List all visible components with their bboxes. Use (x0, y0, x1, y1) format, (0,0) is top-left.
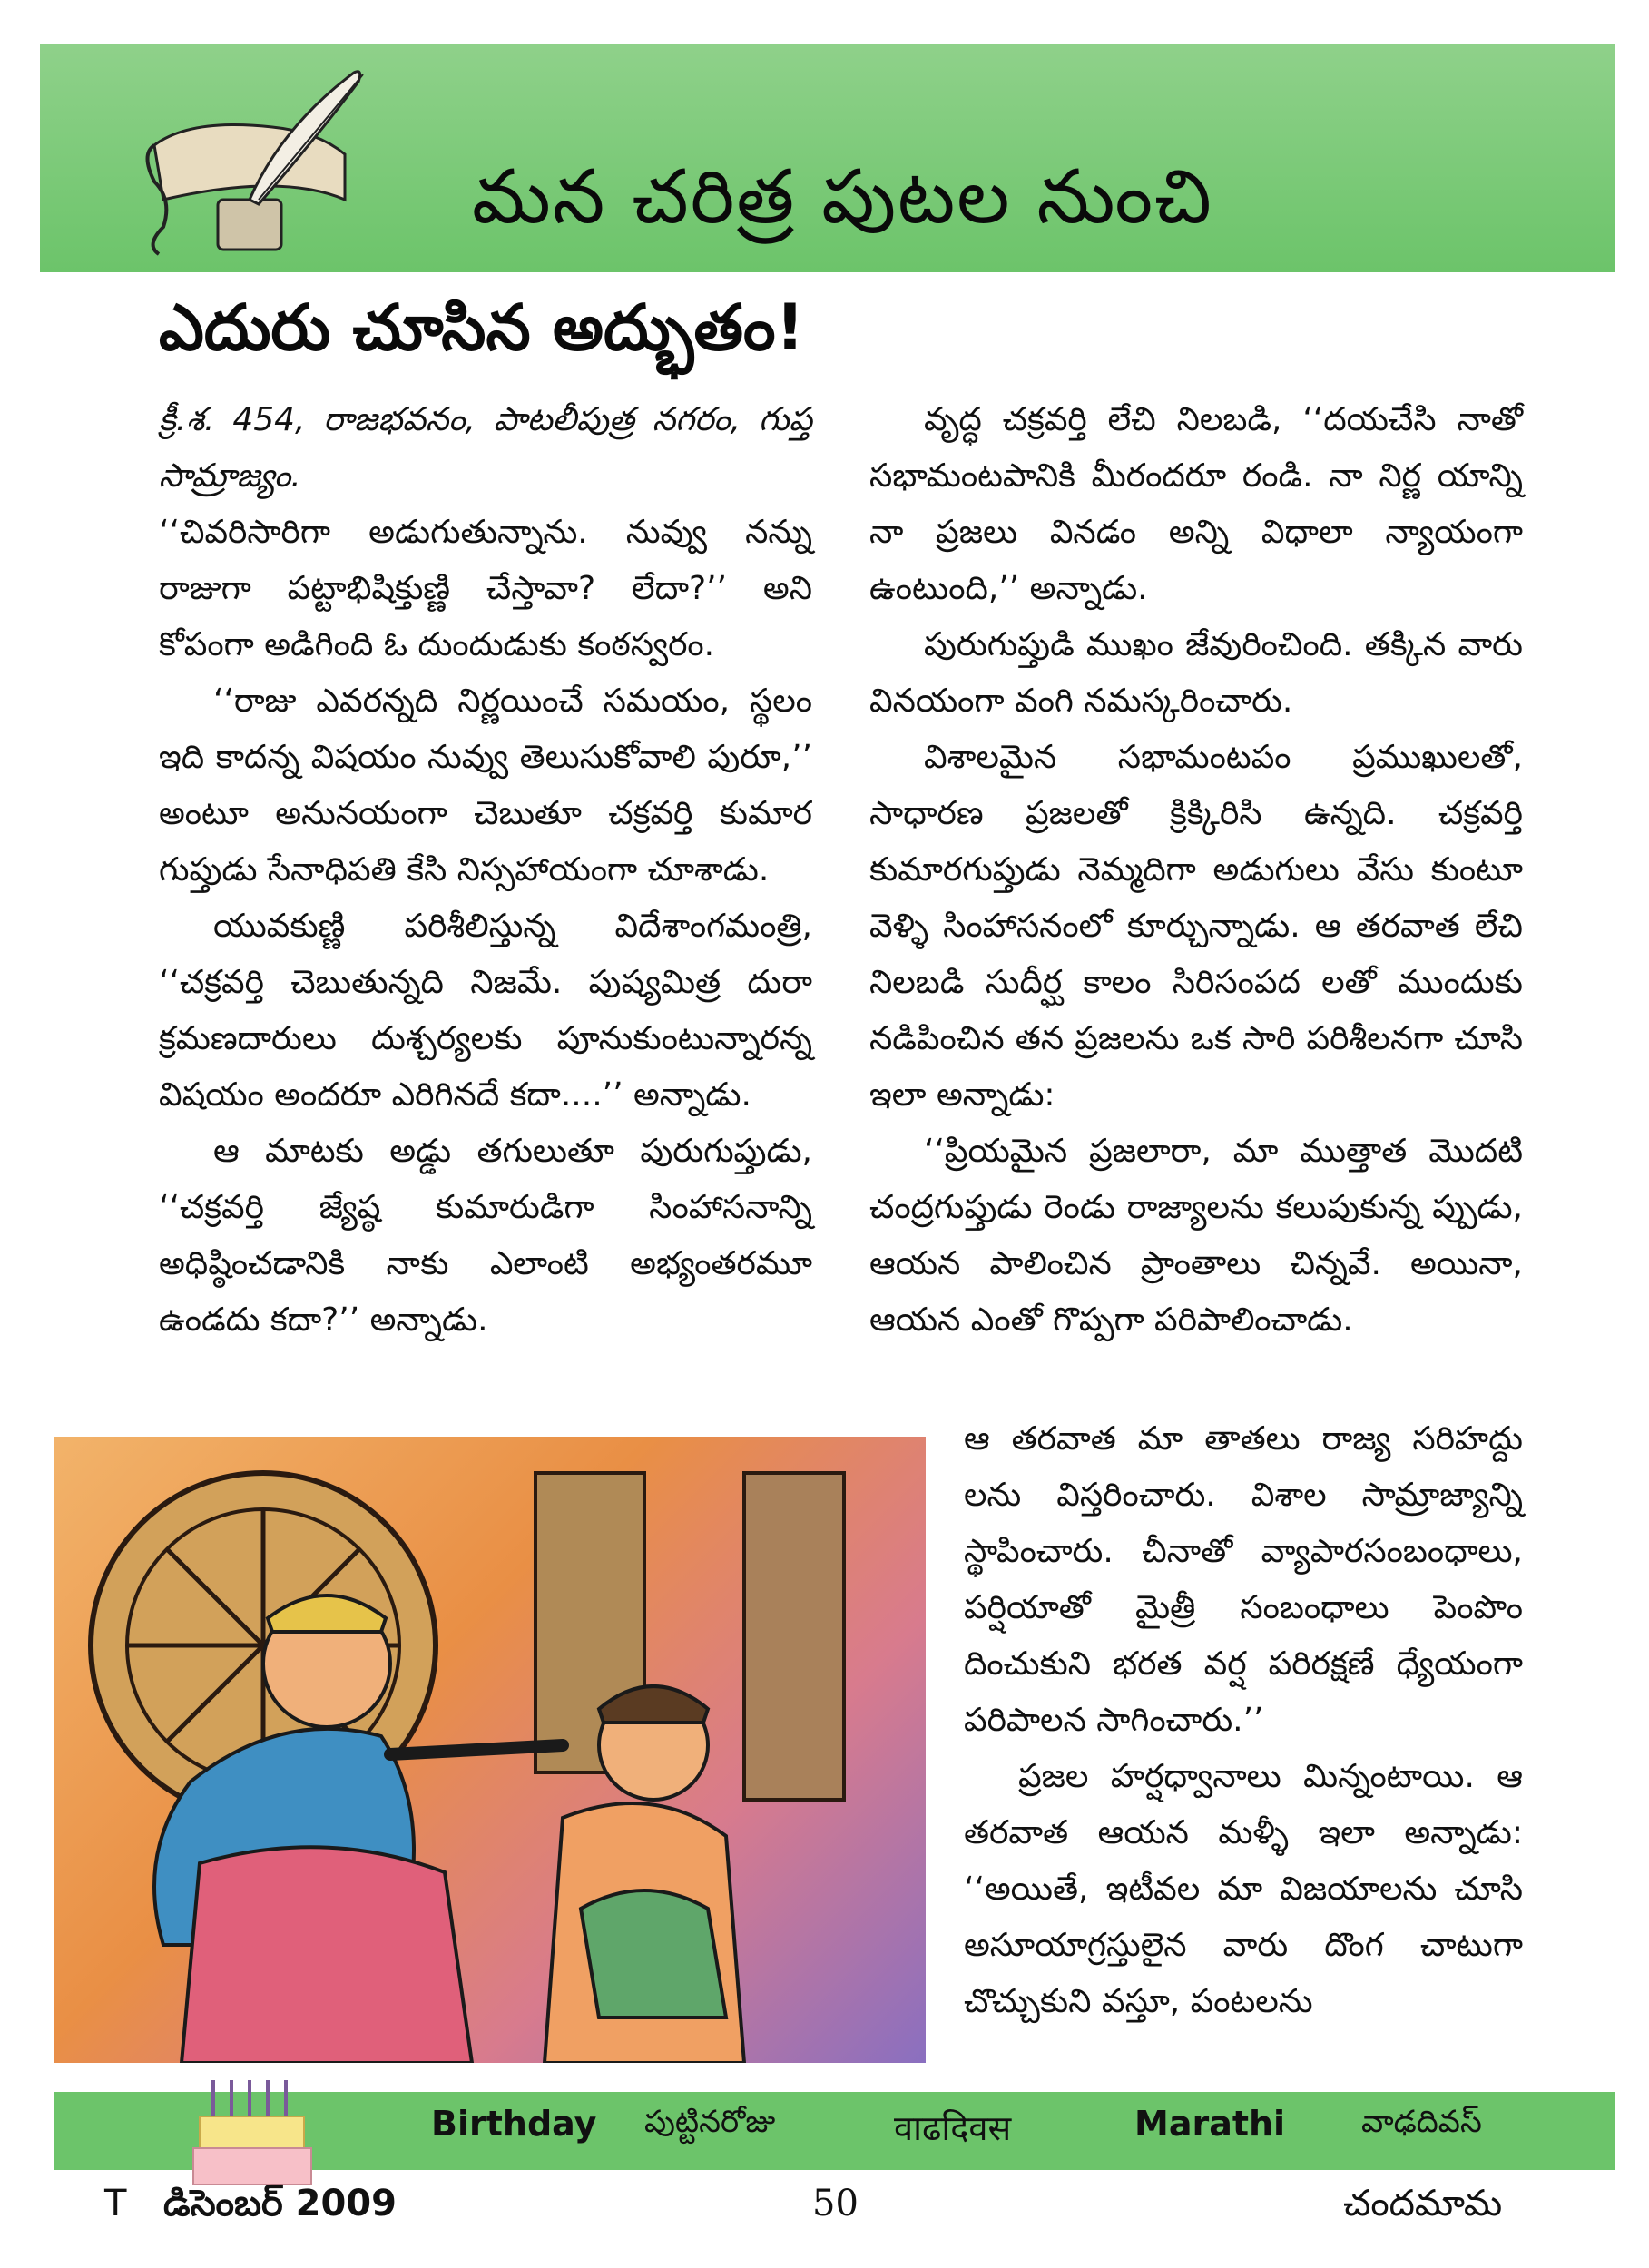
paragraph: ‘‘రాజు ఎవరన్నది నిర్ణయించే సమయం, స్థలం ఇది కాదన్న విషయం నువ్వు తెలుసుకోవాలి పురూ,’’ అంటూ అనునయంగా చెబుతూ చక్రవర్తి కుమార గుప్తుడు సేనాధిపతి కేసి నిస్సహాయంగా చూశాడు. (159, 682, 812, 889)
section-title: మన చరిత్ర పుటల నుంచి (472, 154, 1213, 241)
paragraph: పురుగుప్తుడి ముఖం జేవురించింది. తక్కిన వారు వినయంగా వంగి నమస్కరించారు. (869, 626, 1523, 720)
footer-word-devanagari: वाढदिवस (894, 2108, 1012, 2148)
footer-word-birthday: Birthday (431, 2104, 597, 2144)
issue-date: డిసెంబర్ 2009 (163, 2183, 397, 2224)
paragraph: ప్రజల హర్షధ్వానాలు మిన్నంటాయి. ఆ తరవాత ఆయన మళ్ళీ ఇలా అన్నాడు: ‘‘అయితే, ఇటీవల మా విజయాలను చూసి అసూయాగ్రస్తులైన వారు దొంగ చాటుగా చొచ్చుకుని వస్తూ, పంటలను (964, 1758, 1523, 2020)
right-column-top (869, 392, 1523, 1349)
left-column (159, 392, 812, 1349)
page-number: 50 (812, 2183, 859, 2224)
paragraph: క్రీ.శ. 454, రాజభవనం, పాటలీపుత్ర నగరం, గుప్త సామ్రాజ్యం. (159, 401, 812, 495)
footer-word-marathi: Marathi (1134, 2104, 1286, 2144)
footer-mark: T (104, 2183, 127, 2224)
paragraph: వృద్ధ చక్రవర్తి లేచి నిలబడి, ‘‘దయచేసి నాతో సభామంటపానికి మీరందరూ రండి. నా నిర్ణ యాన్ని నా ప్రజలు వినడం అన్ని విధాలా న్యాయంగా ఉంటుంది,’’ అన్నాడు. (869, 401, 1523, 607)
footer-word-transliteration: వాఢదివస్ (1361, 2104, 1482, 2140)
birthday-cake-icon (186, 2071, 318, 2189)
paragraph: యువకుణ్ణి పరిశీలిస్తున్న విదేశాంగమంత్రి, ‘‘చక్రవర్తి చెబుతున్నది నిజమే. పుష్యమిత్ర దురా క్రమణదారులు దుశ్చర్యలకు పూనుకుంటున్నారన్న విషయం అందరూ ఎరిగినదే కదా....’’ అన్నాడు. (159, 908, 812, 1114)
magazine-name: చందమామ (1343, 2183, 1503, 2224)
paragraph: ‘‘ప్రియమైన ప్రజలారా, మా ముత్తాత మొదటి చంద్రగుప్తుడు రెండు రాజ్యాలను కలుపుకున్న ప్పుడు, ఆయన పాలించిన ప్రాంతాలు చిన్నవే. అయినా, ఆయన ఎంతో గొప్పగా పరిపాలించాడు. (869, 1133, 1523, 1339)
footer-word-telugu: పుట్టినరోజు (644, 2104, 776, 2140)
paragraph: ఆ తరవాత మా తాతలు రాజ్య సరిహద్దు లను విస్తరించారు. విశాల సామ్రాజ్యాన్ని స్థాపించారు. చీనాతో వ్యాపారసంబంధాలు, పర్షియాతో మైత్రీ సంబంధాలు పెంపొం దించుకుని భరత వర్ష పరిరక్షణే ధ్యేయంగా పరిపాలన సాగించారు.’’ (964, 1420, 1523, 1739)
article-title: ఎదురు చూసిన అద్భుతం! (159, 290, 805, 365)
paragraph: విశాలమైన సభామంటపం ప్రముఖులతో, సాధారణ ప్రజలతో క్రిక్కిరిసి ఉన్నది. చక్రవర్తి కుమారగుప్తుడు నెమ్మదిగా అడుగులు వేసు కుంటూ వెళ్ళి సింహాసనంలో కూర్చున్నాడు. ఆ తరవాత లేచి నిలబడి సుదీర్ఘ కాలం సిరిసంపద లతో ముందుకు నడిపించిన తన ప్రజలను ఒక సారి పరిశీలనగా చూసి ఇలా అన్నాడు: (869, 739, 1523, 1114)
right-column-bottom (964, 1411, 1523, 2030)
story-illustration (54, 1437, 926, 2063)
paragraph: ‘‘చివరిసారిగా అడుగుతున్నాను. నువ్వు నన్ను రాజుగా పట్టాభిషిక్తుణ్ణి చేస్తావా? లేదా?’’ అని కోపంగా అడిగింది ఓ దుందుడుకు కంఠస్వరం. (159, 514, 812, 663)
paragraph: ఆ మాటకు అడ్డు తగులుతూ పురుగుప్తుడు, ‘‘చక్రవర్తి జ్యేష్ఠ కుమారుడిగా సింహాసనాన్ని అధిష్ఠించడానికి నాకు ఎలాంటి అభ్యంతరమూ ఉండదు కదా?’’ అన్నాడు. (159, 1133, 812, 1339)
quill-inkpot-icon (136, 64, 399, 272)
illustration-drawing (54, 1437, 926, 2063)
